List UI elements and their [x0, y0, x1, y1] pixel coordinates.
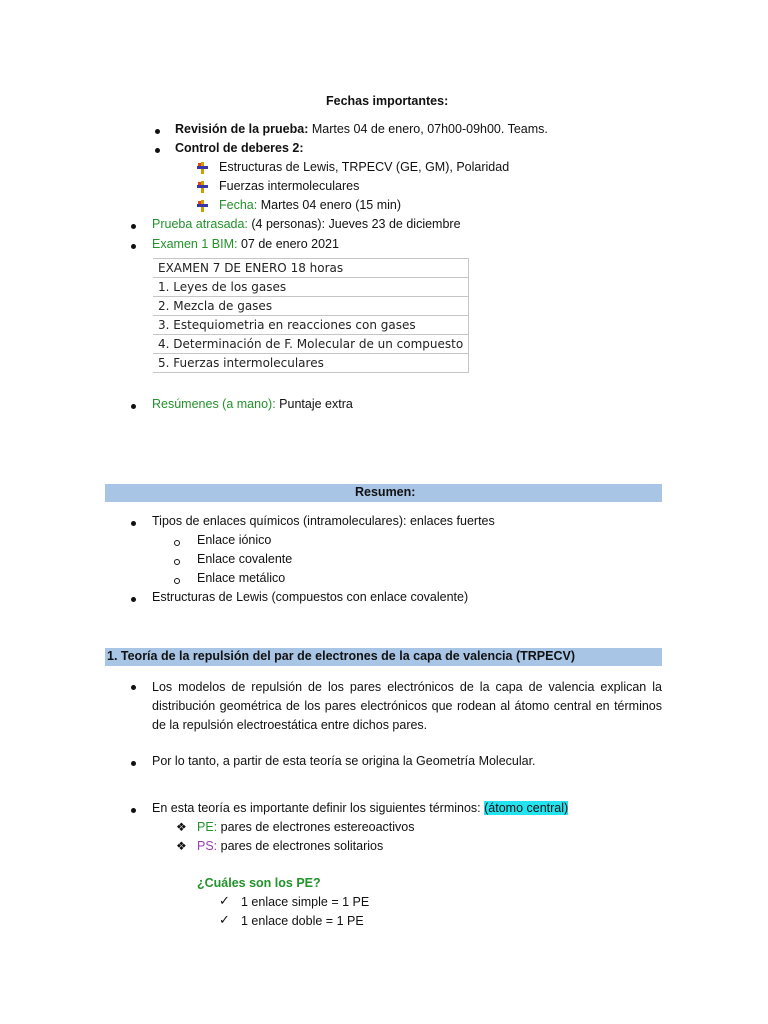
- circle-bullet: [174, 559, 180, 565]
- trpecv-title: 1. Teoría de la repulsión del par de electrones de la capa de valencia (TRPECV): [107, 649, 575, 663]
- pe-text: pares de electrones estereoactivos: [220, 820, 415, 834]
- ps-line: [197, 839, 383, 853]
- ps-text: pares de electrones solitarios: [220, 839, 384, 853]
- enlace-item: Enlace metálico: [197, 571, 286, 585]
- paragraph-line: distribución geométrica de los pares electrónicos que rodean al átomo central en términos: [152, 699, 662, 713]
- bullet: [131, 808, 136, 813]
- revision-text: Martes 04 de enero, 07h00-09h00. Teams.: [311, 122, 548, 136]
- control-fecha: [219, 198, 401, 212]
- resumen-title: Resumen:: [355, 485, 416, 499]
- paragraph-line: de la repulsión electroestática entre dichos pares.: [152, 718, 428, 732]
- bullet: [131, 685, 136, 690]
- exam-topics-table: [153, 258, 469, 373]
- diamond-bullet-icon: ❖: [176, 839, 187, 853]
- bullet: [131, 521, 136, 526]
- flag-bullet-icon: [197, 200, 208, 212]
- bullet: [131, 761, 136, 766]
- fechas-title: Fechas importantes:: [326, 94, 449, 108]
- revision-line: [175, 122, 548, 136]
- geometria-line: Por lo tanto, a partir de esta teoría se origina la Geometría Molecular.: [152, 754, 536, 768]
- examen-line: [152, 237, 339, 251]
- diamond-bullet-icon: ❖: [176, 820, 187, 834]
- bullet: [131, 244, 136, 249]
- flag-bullet-icon: [197, 162, 208, 174]
- examen-text: 07 de enero 2021: [240, 237, 339, 251]
- tipos-enlaces: Tipos de enlaces químicos (intramoleculares): enlaces fuertes: [152, 514, 495, 528]
- pe-question: ¿Cuáles son los PE?: [197, 876, 321, 890]
- control-fecha-label: Fecha:: [219, 198, 258, 212]
- circle-bullet: [174, 540, 180, 546]
- check-item: 1 enlace simple = 1 PE: [241, 895, 370, 909]
- trpecv-paragraph: [152, 678, 662, 735]
- atomo-central-highlight: (átomo central): [484, 801, 569, 815]
- exam-table-cell: 5. Fuerzas intermoleculares: [153, 354, 469, 373]
- exam-table-cell: 2. Mezcla de gases: [153, 297, 469, 316]
- flag-bullet-icon: [197, 181, 208, 193]
- lewis-item: Estructuras de Lewis (compuestos con enlace covalente): [152, 590, 469, 604]
- resumenes-label: Resúmenes (a mano):: [152, 397, 276, 411]
- bullet: [131, 597, 136, 602]
- exam-table-cell: 1. Leyes de los gases: [153, 278, 469, 297]
- atrasada-text: (4 personas): Jueves 23 de diciembre: [251, 217, 461, 231]
- revision-label: Revisión de la prueba:: [175, 122, 309, 136]
- atrasada-line: [152, 217, 461, 231]
- exam-table-cell: 3. Estequiometria en reacciones con gases: [153, 316, 469, 335]
- control-item: Estructuras de Lewis, TRPECV (GE, GM), Polaridad: [219, 160, 510, 174]
- terminos-line: [152, 801, 568, 815]
- bullet: [155, 129, 160, 134]
- check-icon: ✓: [219, 912, 230, 927]
- pe-label: PE:: [197, 820, 218, 834]
- control-item: Fuerzas intermoleculares: [219, 179, 360, 193]
- control-fecha-text: Martes 04 enero (15 min): [260, 198, 402, 212]
- examen-label: Examen 1 BIM:: [152, 237, 238, 251]
- ps-label: PS:: [197, 839, 218, 853]
- circle-bullet: [174, 578, 180, 584]
- terminos-text: En esta teoría es importante definir los siguientes términos:: [152, 801, 481, 815]
- paragraph-line: Los modelos de repulsión de los pares electrónicos de la capa de valencia explican la: [152, 680, 662, 694]
- pe-line: [197, 820, 415, 834]
- resumenes-line: [152, 397, 353, 411]
- resumenes-text: Puntaje extra: [279, 397, 353, 411]
- check-item: 1 enlace doble = 1 PE: [241, 914, 364, 928]
- exam-table-cell: EXAMEN 7 DE ENERO 18 horas: [153, 259, 469, 278]
- exam-table-cell: 4. Determinación de F. Molecular de un compuesto: [153, 335, 469, 354]
- bullet: [131, 224, 136, 229]
- control-label: Control de deberes 2:: [175, 141, 304, 155]
- bullet: [155, 148, 160, 153]
- enlace-item: Enlace iónico: [197, 533, 272, 547]
- atrasada-label: Prueba atrasada:: [152, 217, 248, 231]
- bullet: [131, 404, 136, 409]
- check-icon: ✓: [219, 893, 230, 908]
- enlace-item: Enlace covalente: [197, 552, 293, 566]
